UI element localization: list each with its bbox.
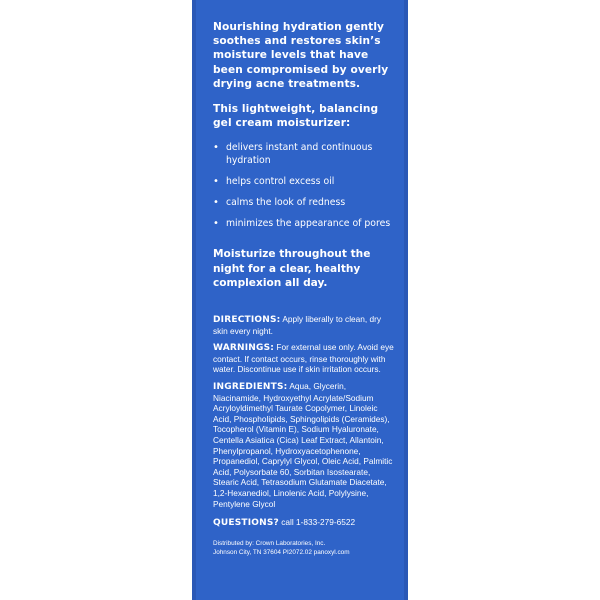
product-description: Nourishing hydration gently soothes and restores skin’s moisture levels that have been compromised by overly drying acne treatments. — [213, 21, 389, 90]
website-text: panoxyl.com — [313, 548, 350, 556]
warnings-block — [213, 342, 396, 375]
bullet-icon: • — [213, 142, 219, 154]
warnings-label: WARNINGS: — [213, 343, 275, 354]
panel-right-edge — [404, 0, 408, 600]
ingredients-label: INGREDIENTS: — [213, 382, 288, 392]
distributor-info — [213, 539, 396, 557]
benefit-item: • delivers instant and continuous hydration — [213, 142, 373, 167]
directions-text: Apply liberally to clean, dry skin every night. — [213, 314, 382, 336]
panel-left-edge — [192, 0, 196, 600]
warnings-text: For external use only. Avoid eye contact. If contact occurs, rinse thoroughly with water. Discontinue use if skin irritation occurs. — [213, 342, 394, 375]
benefit-item: • helps control excess oil — [213, 176, 335, 188]
bullet-icon: • — [213, 176, 219, 188]
ingredients-text: Aqua, Glycerin, Niacinamide, Hydroxyethyl Acrylate/Sodium Acryloyldimethyl Taurate Copolymer, Linoleic Acid, Phospholipids, Sphingolipids (Ceramides), Tocopherol (Vitamin E), Sodium Hyaluronate, Centella Asiatica (Cica) Leaf Extract, Allantoin, Phenylpropanol, Hydroxyacetophenone, Propanediol, Caprylyl Glycol, Oleic Acid, Palmitic Acid, Polysorbate 60, Sorbitan Isostearate, Stearic Acid, Tetrasodium Glutamate Diacetate, 1,2-Hexanediol, Linolenic Acid, Polylysine, Pentylene Glycol — [213, 381, 393, 509]
bullet-icon: • — [213, 218, 219, 230]
questions-block — [213, 517, 396, 529]
bullet-icon: • — [213, 197, 219, 209]
benefits-list — [213, 141, 396, 230]
phone-number: call 1-833-279-6522 — [281, 517, 356, 528]
closing-statement: Moisturize throughout the night for a clear, healthy complexion all day. — [213, 248, 371, 289]
ingredients-block — [213, 381, 396, 509]
questions-label: QUESTIONS? — [213, 518, 279, 529]
product-box-side-panel — [192, 0, 408, 600]
benefit-item: • minimizes the appearance of pores — [213, 218, 391, 230]
benefit-item: • calms the look of redness — [213, 197, 346, 209]
directions-label: DIRECTIONS: — [213, 315, 281, 326]
product-subheading: This lightweight, balancing gel cream moisturizer: — [213, 103, 379, 130]
distributor-address: Johnson City, TN 37604 PI2072.02 panoxyl.com — [213, 548, 350, 556]
directions-block — [213, 314, 396, 336]
distributor-line: Distributed by: Crown Laboratories, Inc. — [213, 539, 326, 547]
